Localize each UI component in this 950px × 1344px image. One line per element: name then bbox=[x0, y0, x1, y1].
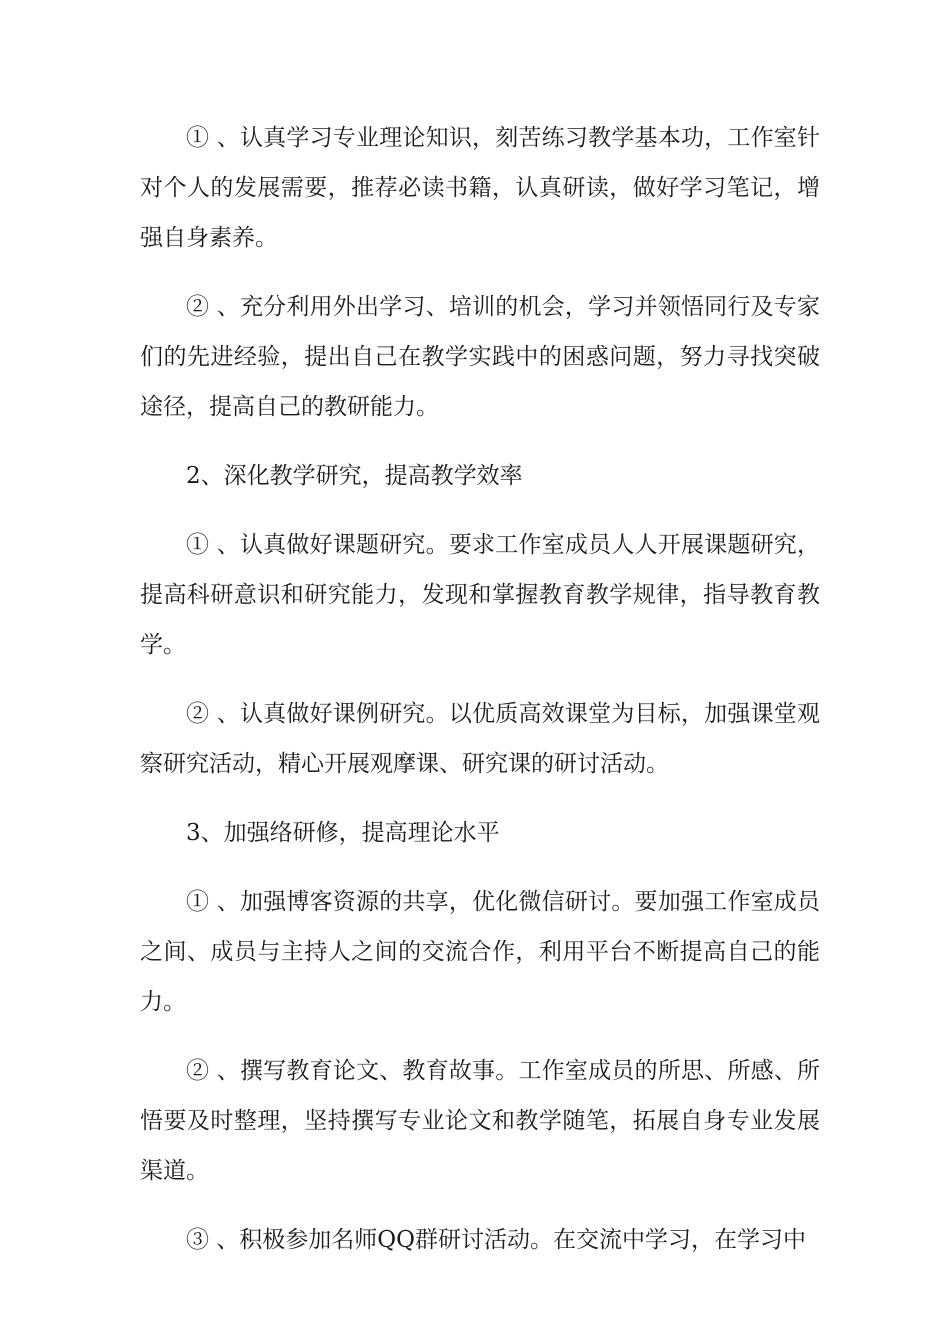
paragraph-item-7: ③ 、积极参加名师QQ群研讨活动。在交流中学习，在学习中 bbox=[186, 1227, 807, 1253]
paragraph-item-4: ② 、认真做好课例研究。以优质高效课堂为目标，加强课堂观察研究活动，精心开展观摩课、研究课的研讨活动。 bbox=[140, 701, 820, 777]
document-page bbox=[140, 113, 820, 1284]
paragraph-item-3: ① 、认真做好课题研究。要求工作室成员人人开展课题研究，提高科研意识和研究能力，发现和掌握教育教学规律，指导教育教学。 bbox=[140, 532, 820, 658]
section-heading-3: 3、加强络研修，提高理论水平 bbox=[186, 820, 500, 846]
paragraph-item-2: ② 、充分利用外出学习、培训的机会，学习并领悟同行及专家们的先进经验，提出自己在教学实践中的困惑问题，努力寻找突破途径，提高自己的教研能力。 bbox=[140, 294, 820, 420]
paragraph-item-6: ② 、撰写教育论文、教育故事。工作室成员的所思、所感、所悟要及时整理，坚持撰写专业论文和教学随笔，拓展自身专业发展渠道。 bbox=[140, 1058, 820, 1184]
paragraph-item-1: ① 、认真学习专业理论知识，刻苦练习教学基本功，工作室针对个人的发展需要，推荐必读书籍，认真研读，做好学习笔记，增强自身素养。 bbox=[140, 125, 820, 251]
section-heading-2: 2、深化教学研究，提高教学效率 bbox=[186, 463, 523, 489]
paragraph-item-5: ① 、加强博客资源的共享，优化微信研讨。要加强工作室成员之间、成员与主持人之间的交流合作，利用平台不断提高自己的能力。 bbox=[140, 889, 820, 1015]
